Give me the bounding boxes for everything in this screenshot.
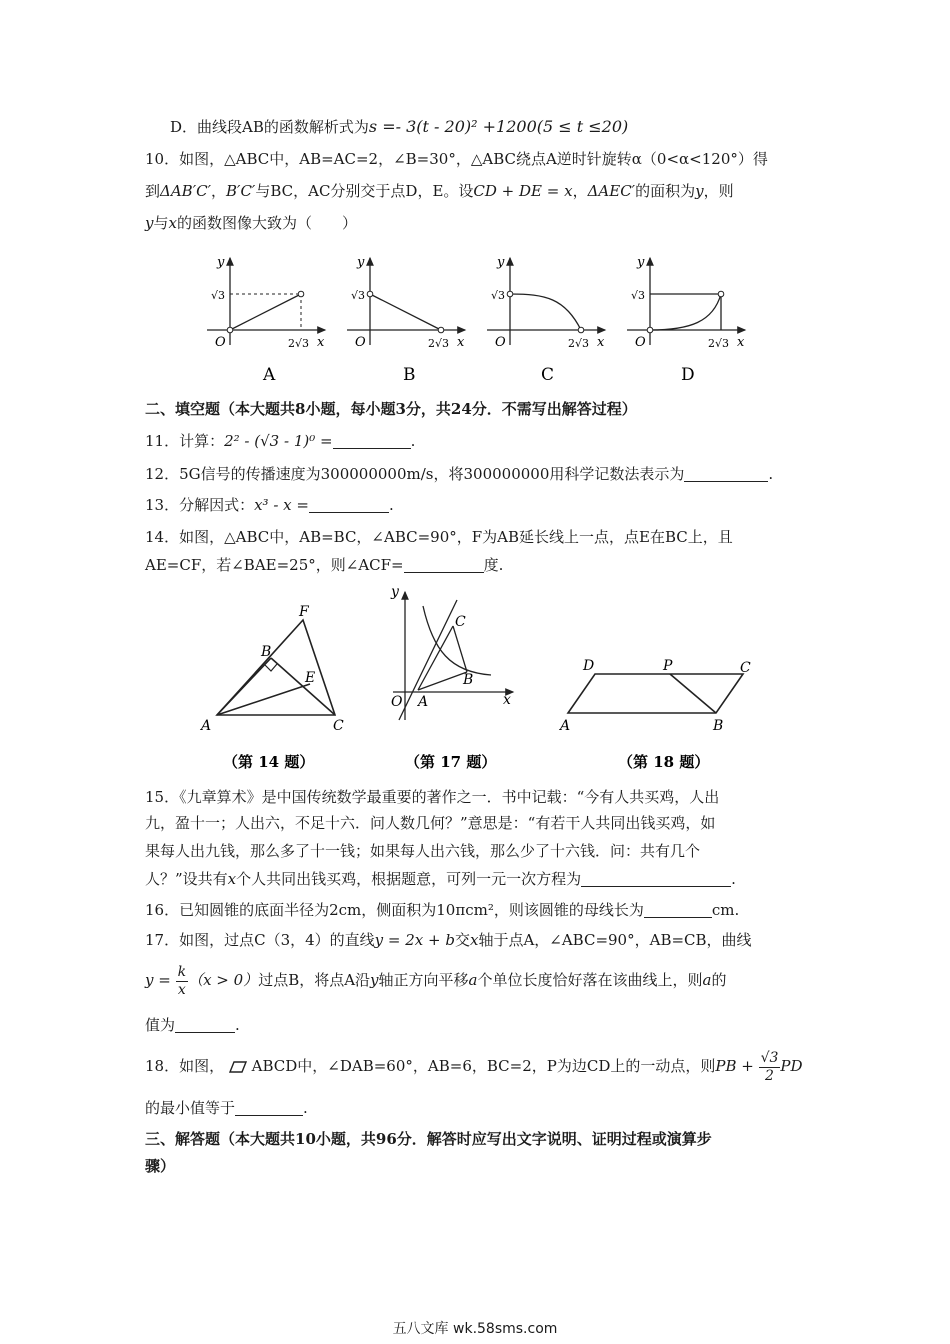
q17-line2: y = $\frac{k}{x}$ （x > 0）过点B，将点A沿y轴正方向平移a个单位长度恰好落在该曲线上，则a的 <box>145 963 727 998</box>
parallelogram-icon <box>229 1061 247 1073</box>
q17-line3: 值为 . <box>145 1016 240 1034</box>
svg-text:A: A <box>560 718 571 734</box>
svg-text:y: y <box>217 255 225 270</box>
svg-text:B: B <box>463 672 474 688</box>
svg-text:√3: √3 <box>351 289 366 302</box>
svg-text:2√3: 2√3 <box>288 337 310 350</box>
graph-b <box>347 255 465 385</box>
q18-line1: 18．如图， ABCD中，∠DAB=60°，AB=6，BC=2，P为边CD上的一动点，则PB + $\frac{√3}{2}$ PD <box>145 1049 803 1084</box>
svg-text:A: A <box>201 718 212 734</box>
svg-text:2√3: 2√3 <box>568 337 590 350</box>
graph-d <box>627 255 745 385</box>
svg-text:O: O <box>635 335 646 350</box>
q12: 12．5G信号的传播速度为300000000m/s，将300000000用科学记数法表示为 . <box>145 465 774 483</box>
figure-17 <box>390 584 513 771</box>
option-b-label: B <box>403 365 416 385</box>
q12-answer-blank[interactable] <box>684 465 768 482</box>
graph-c <box>487 255 605 385</box>
q9d-text: D．曲线段AB的函数解析式为 <box>170 118 369 136</box>
q16: 16．已知圆锥的底面半径为2cm，侧面积为10πcm²，则该圆锥的母线长为 cm. <box>145 901 740 919</box>
q11: 11．计算：2² - (√3 - 1)⁰ = . <box>145 432 416 450</box>
q18-line2: 的最小值等于 . <box>145 1099 308 1117</box>
svg-text:√3: √3 <box>211 289 226 302</box>
q15-line3: 果每人出九钱，那么多了十一钱；如果每人出六钱，那么少了十六钱．问：共有几个 <box>145 842 701 860</box>
svg-text:B: B <box>261 644 272 660</box>
option-d-label: D <box>681 365 695 385</box>
option-a-label: A <box>263 365 276 385</box>
q14-line1: 14．如图，△ABC中，AB=BC，∠ABC=90°，F为AB延长线上一点，点E在BC上，且 <box>145 528 733 546</box>
section3-heading-line2: 骤） <box>145 1157 176 1175</box>
svg-text:O: O <box>215 335 226 350</box>
q9d-formula: s =- 3(t - 20)² +1200(5 ≤ t ≤20) <box>368 117 629 136</box>
figures-row <box>195 580 765 775</box>
q9-option-d <box>170 116 628 138</box>
caption-14: （第 14 题） <box>223 753 315 771</box>
svg-text:O: O <box>495 335 506 350</box>
svg-text:2√3: 2√3 <box>428 337 450 350</box>
svg-text:x: x <box>457 335 465 350</box>
svg-text:x: x <box>503 692 511 708</box>
svg-text:√3: √3 <box>491 289 506 302</box>
caption-18: （第 18 题） <box>618 753 710 771</box>
q17-answer-blank[interactable] <box>175 1016 235 1033</box>
svg-text:y: y <box>497 255 505 270</box>
caption-17: （第 17 题） <box>405 753 497 771</box>
q18-answer-blank[interactable] <box>235 1099 303 1116</box>
figure-18 <box>558 658 751 771</box>
svg-text:x: x <box>737 335 745 350</box>
svg-text:x: x <box>597 335 605 350</box>
q15-line1: 15．《九章算术》是中国传统数学最重要的著作之一．书中记载：“今有人共买鸡，人出 <box>145 788 720 806</box>
svg-text:E: E <box>305 670 316 686</box>
q13-answer-blank[interactable] <box>309 496 389 513</box>
q10-option-graphs <box>195 250 755 390</box>
q14-line2: AE=CF，若∠BAE=25°，则∠ACF= 度. <box>145 556 504 574</box>
q15-line2: 九，盈十一；人出六，不足十六．问人数几何？”意思是：“有若干人共同出钱买鸡，如 <box>145 814 716 832</box>
graph-a <box>207 255 325 385</box>
svg-text:y: y <box>391 584 399 600</box>
svg-text:D: D <box>583 658 595 674</box>
svg-text:C: C <box>333 718 344 734</box>
section2-heading: 二、填空题（本大题共8小题，每小题3分，共24分．不需写出解答过程） <box>145 400 637 418</box>
q17-line1: 17．如图，过点C（3，4）的直线y = 2x + b交x轴于点A，∠ABC=90°，AB=CB，曲线 <box>145 931 752 949</box>
q10-line3: y与x的函数图像大致为（ ） <box>145 214 357 232</box>
q13: 13．分解因式：x³ - x = . <box>145 496 394 514</box>
footer-watermark: 五八文库 wk.58sms.com <box>392 1321 558 1337</box>
svg-text:O: O <box>391 694 403 710</box>
svg-text:√3: √3 <box>631 289 646 302</box>
svg-text:C: C <box>455 614 466 630</box>
option-c-label: C <box>541 365 555 385</box>
svg-text:O: O <box>355 335 366 350</box>
svg-text:F: F <box>299 604 309 620</box>
q15-line4: 人？”设共有x个人共同出钱买鸡，根据题意，可列一元一次方程为 . <box>145 870 736 888</box>
q10-line1: 10．如图，△ABC中，AB=AC=2，∠B=30°，△ABC绕点A逆时针旋转α（0<α<120°）得 <box>145 150 768 168</box>
svg-text:y: y <box>637 255 645 270</box>
svg-text:2√3: 2√3 <box>708 337 730 350</box>
q16-answer-blank[interactable] <box>644 901 712 918</box>
svg-text:x: x <box>317 335 325 350</box>
q14-answer-blank[interactable] <box>404 556 484 573</box>
figure-14 <box>199 604 344 771</box>
svg-text:y: y <box>357 255 365 270</box>
svg-text:B: B <box>713 718 724 734</box>
svg-text:C: C <box>740 660 751 676</box>
section3-heading-line1: 三、解答题（本大题共10小题，共96分．解答时应写出文字说明、证明过程或演算步 <box>145 1130 712 1148</box>
q15-answer-blank[interactable] <box>581 870 731 887</box>
q10-line2: 到ΔAB′C′，B′C′与BC，AC分别交于点D，E。设CD + DE = x，ΔAEC′的面积为y，则 <box>145 182 734 200</box>
svg-text:P: P <box>663 658 673 674</box>
q11-answer-blank[interactable] <box>333 432 411 449</box>
svg-text:A: A <box>418 694 429 710</box>
